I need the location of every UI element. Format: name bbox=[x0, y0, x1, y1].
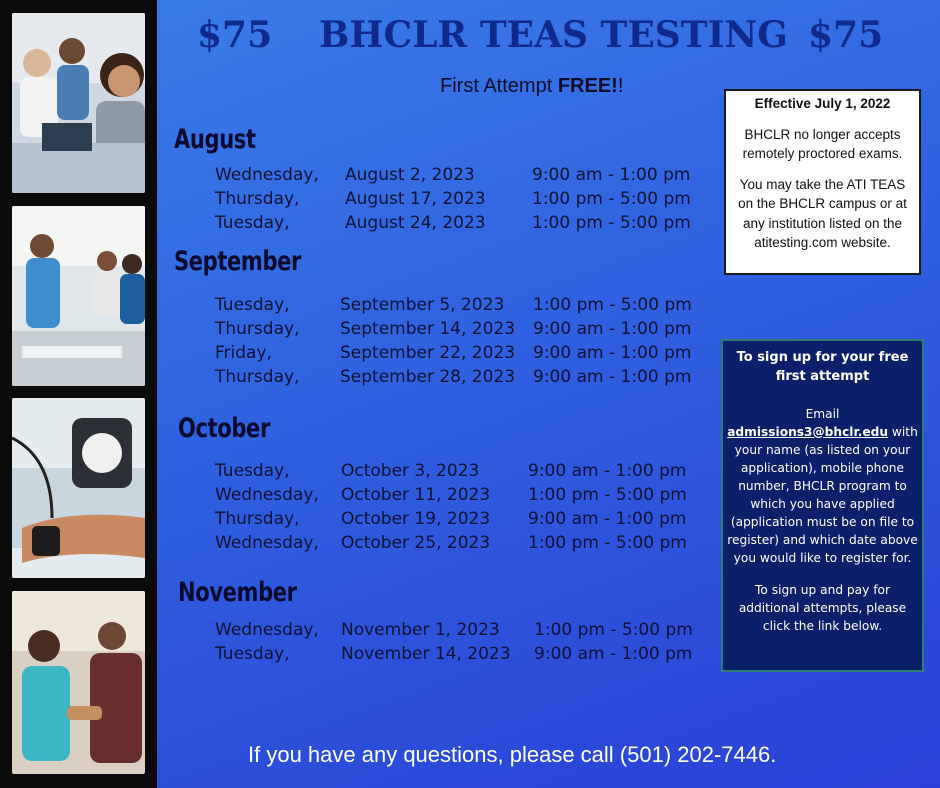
session-day: Tuesday, bbox=[215, 295, 290, 315]
session-date: August 24, 2023 bbox=[345, 213, 486, 233]
session-time: 9:00 am - 1:00 pm bbox=[533, 367, 692, 387]
session-day: Thursday, bbox=[215, 319, 300, 339]
session-time: 1:00 pm - 5:00 pm bbox=[534, 620, 693, 640]
session-date: October 3, 2023 bbox=[341, 461, 480, 481]
session-day: Tuesday, bbox=[215, 644, 290, 664]
session-time: 9:00 am - 1:00 pm bbox=[533, 343, 692, 363]
price-left: $75 bbox=[197, 14, 273, 56]
price-right: $75 bbox=[808, 14, 884, 56]
photo-nurse-patient bbox=[12, 591, 145, 774]
session-date: October 19, 2023 bbox=[341, 509, 491, 529]
photo-students-computer bbox=[12, 13, 145, 193]
session-date: September 22, 2023 bbox=[340, 343, 516, 363]
session-time: 9:00 am - 1:00 pm bbox=[532, 165, 691, 185]
page-title: BHCLR TEAS TESTING bbox=[319, 14, 789, 56]
session-day: Wednesday, bbox=[215, 620, 319, 640]
contact-footer: If you have any questions, please call (501) 202-7446. bbox=[248, 742, 777, 767]
session-time: 9:00 am - 1:00 pm bbox=[533, 319, 692, 339]
signup-email-link[interactable]: admissions3@bhclr.edu bbox=[727, 424, 889, 439]
session-time: 1:00 pm - 5:00 pm bbox=[533, 295, 692, 315]
session-day: Wednesday, bbox=[215, 533, 319, 553]
session-day: Wednesday, bbox=[215, 485, 319, 505]
session-day: Friday, bbox=[215, 343, 272, 363]
session-time: 1:00 pm - 5:00 pm bbox=[532, 189, 691, 209]
session-date: November 14, 2023 bbox=[341, 644, 511, 664]
signup-instructions-body: with your name (as listed on your application), mobile phone number, BHCLR program to which you have applied (application must be on file to register) and which date above you would like to register for. bbox=[727, 424, 918, 566]
session-day: Thursday, bbox=[215, 509, 300, 529]
session-day: Tuesday, bbox=[215, 461, 290, 481]
session-date: September 14, 2023 bbox=[340, 319, 516, 339]
month-heading-september: September bbox=[174, 246, 302, 277]
subtitle bbox=[440, 75, 623, 98]
session-time: 1:00 pm - 5:00 pm bbox=[528, 533, 687, 553]
session-date: August 2, 2023 bbox=[345, 165, 475, 185]
notice-title: Effective July 1, 2022 bbox=[754, 96, 891, 111]
signup-title: To sign up for your free first attempt bbox=[736, 350, 909, 384]
signup-instructions bbox=[723, 405, 922, 567]
session-day: Thursday, bbox=[215, 189, 300, 209]
month-heading-august: August bbox=[174, 124, 256, 155]
session-date: November 1, 2023 bbox=[341, 620, 500, 640]
notice-box bbox=[724, 89, 921, 275]
session-time: 1:00 pm - 5:00 pm bbox=[532, 213, 691, 233]
month-heading-november: November bbox=[178, 577, 297, 608]
subtitle-prefix: First Attempt bbox=[440, 75, 558, 97]
notice-text-remote: BHCLR no longer accepts remotely proctored exams. bbox=[742, 127, 903, 162]
session-time: 9:00 am - 1:00 pm bbox=[528, 509, 687, 529]
month-heading-october: October bbox=[178, 413, 270, 444]
session-date: October 11, 2023 bbox=[341, 485, 491, 505]
session-date: September 28, 2023 bbox=[340, 367, 516, 387]
photo-nursing-class bbox=[12, 206, 145, 386]
session-time: 9:00 am - 1:00 pm bbox=[534, 644, 693, 664]
subtitle-free: FREE! bbox=[557, 75, 618, 97]
signup-email-prefix: Email bbox=[805, 406, 840, 421]
session-day: Wednesday, bbox=[215, 165, 319, 185]
session-day: Tuesday, bbox=[215, 213, 290, 233]
session-time: 9:00 am - 1:00 pm bbox=[528, 461, 687, 481]
session-date: October 25, 2023 bbox=[341, 533, 491, 553]
photo-filmstrip bbox=[0, 0, 157, 788]
session-date: August 17, 2023 bbox=[345, 189, 486, 209]
signup-additional-attempts: To sign up and pay for additional attempts, please click the link below. bbox=[738, 583, 907, 634]
header bbox=[160, 10, 940, 62]
notice-text-campus: You may take the ATI TEAS on the BHCLR campus or at any institution listed on the atitesting.com website. bbox=[738, 177, 907, 250]
photo-blood-pressure bbox=[12, 398, 145, 578]
session-date: September 5, 2023 bbox=[340, 295, 505, 315]
session-time: 1:00 pm - 5:00 pm bbox=[528, 485, 687, 505]
session-day: Thursday, bbox=[215, 367, 300, 387]
subtitle-suffix: ! bbox=[617, 75, 624, 97]
signup-box bbox=[721, 339, 924, 672]
